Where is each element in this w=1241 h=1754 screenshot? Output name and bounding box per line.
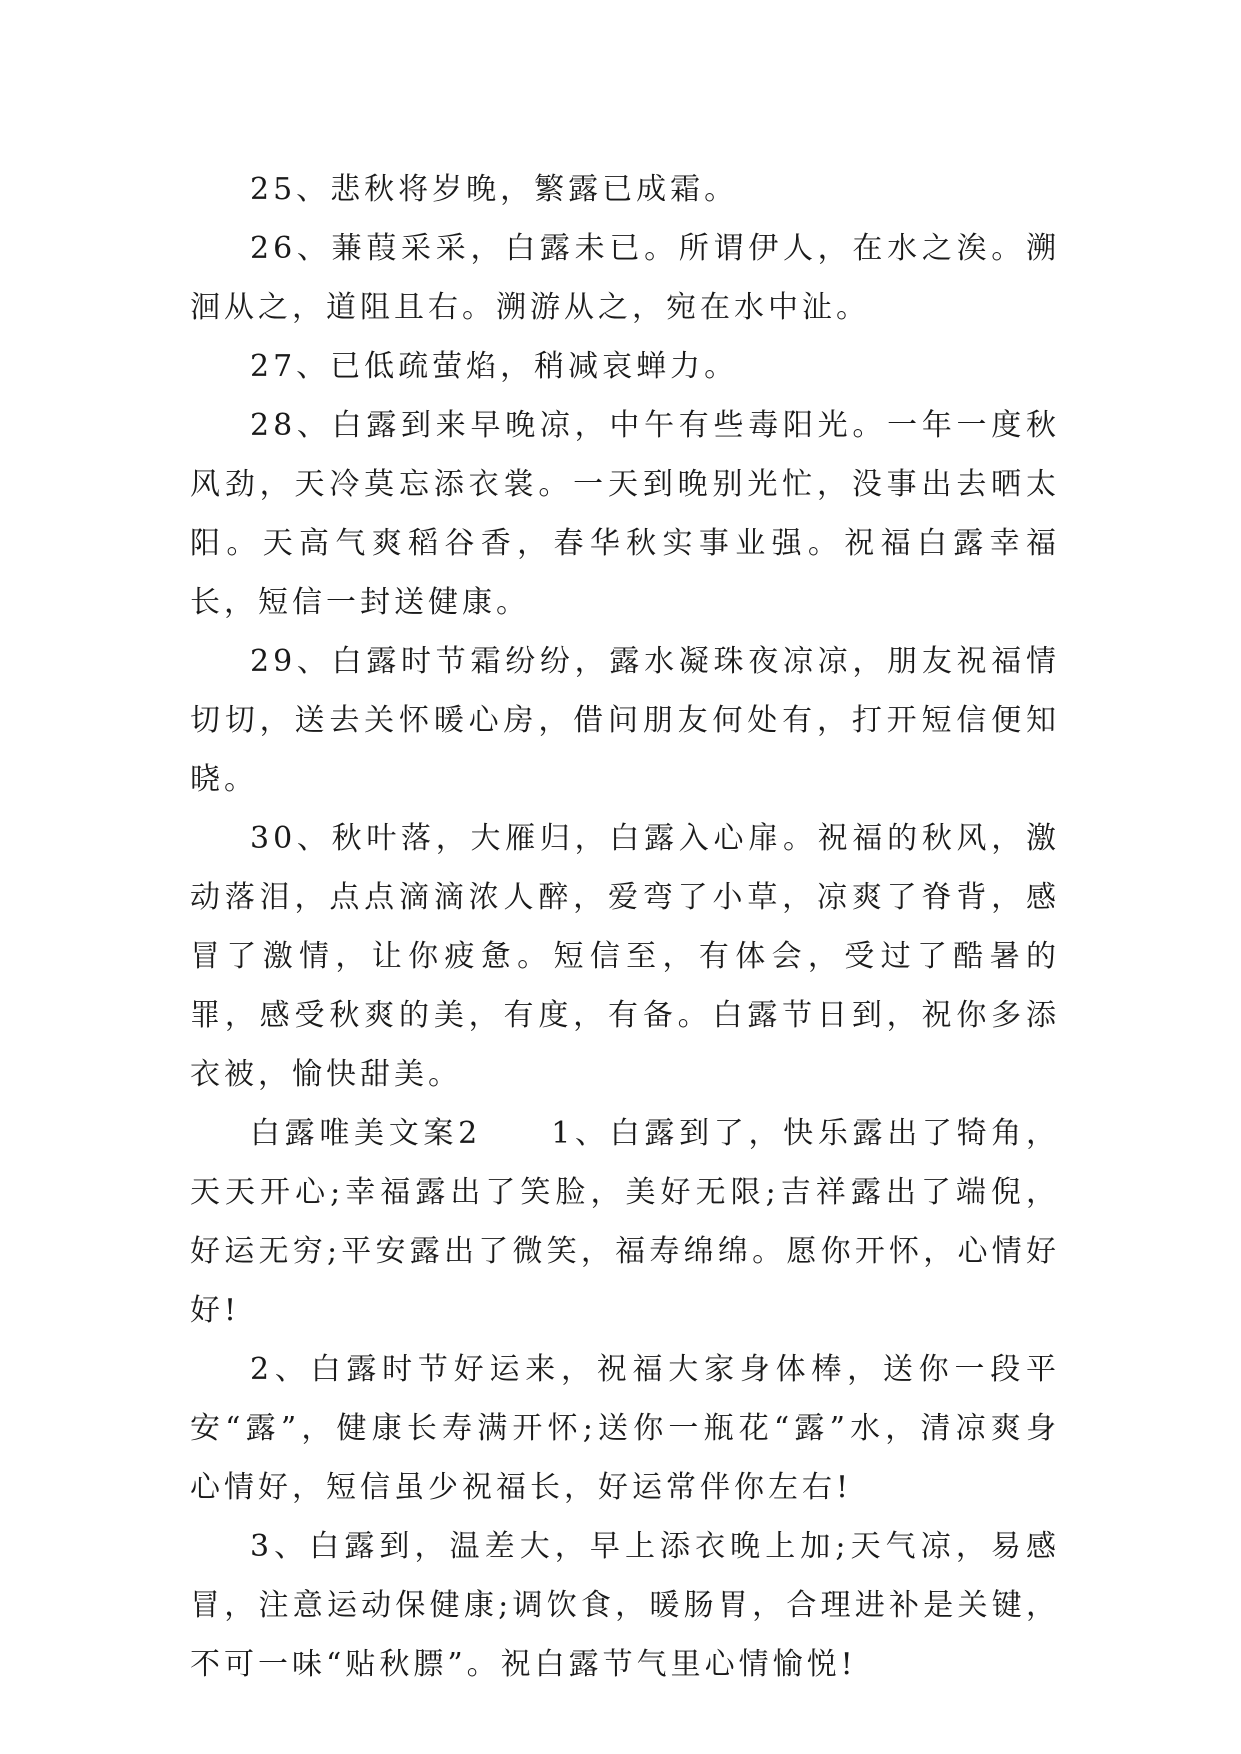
- section-2-paragraph-3: 3、白露到，温差大，早上添衣晚上加;天气凉，易感冒，注意运动保健康;调饮食，暖肠胃，合理进补是关键，不可一味“贴秋膘”。祝白露节气里心情愉悦!: [190, 1529, 1060, 1682]
- paragraph-26: 26、蒹葭采采，白露未已。所谓伊人，在水之涘。溯洄从之，道阻且右。溯游从之，宛在水中沚。: [190, 231, 1060, 325]
- paragraph-30: 30、秋叶落，大雁归，白露入心扉。祝福的秋风，激动落泪，点点滴滴浓人醉，爱弯了小草，凉爽了脊背，感冒了激情，让你疲惫。短信至，有体会，受过了酷暑的罪，感受秋爽的美，有度，有备。白露节日到，祝你多添衣被，愉快甜美。: [190, 821, 1060, 1092]
- paragraph-29: 29、白露时节霜纷纷，露水凝珠夜凉凉，朋友祝福情切切，送去关怀暖心房，借问朋友何处有，打开短信便知晓。: [190, 644, 1060, 797]
- section-2-paragraph-2: 2、白露时节好运来，祝福大家身体棒，送你一段平安“露”，健康长寿满开怀;送你一瓶花“露”水，清凉爽身心情好，短信虽少祝福长，好运常伴你左右!: [190, 1352, 1060, 1505]
- section-2-paragraph-1: 白露唯美文案2 1、白露到了，快乐露出了犄角，天天开心;幸福露出了笑脸，美好无限;吉祥露出了端倪，好运无穷;平安露出了微笑，福寿绵绵。愿你开怀，心情好好!: [190, 1116, 1060, 1328]
- paragraph-25: 25、悲秋将岁晚，繁露已成霜。: [250, 172, 739, 207]
- document-body: [190, 160, 1060, 1694]
- paragraph-28: 28、白露到来早晚凉，中午有些毒阳光。一年一度秋风劲，天冷莫忘添衣裳。一天到晚别光忙，没事出去晒太阳。天高气爽稻谷香，春华秋实事业强。祝福白露幸福长，短信一封送健康。: [190, 408, 1060, 620]
- paragraph-27: 27、已低疏萤焰，稍减哀蝉力。: [250, 349, 739, 384]
